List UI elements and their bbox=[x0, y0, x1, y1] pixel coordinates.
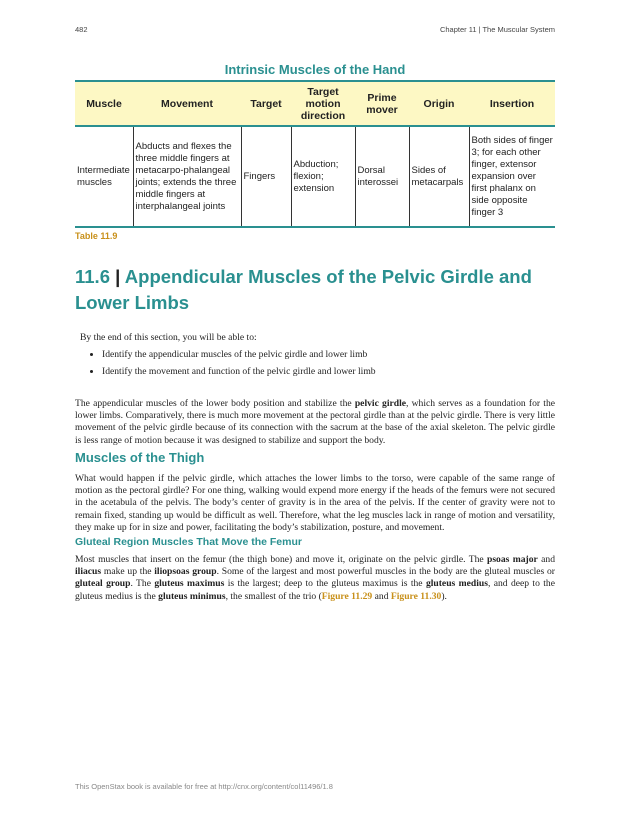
key-term: pelvic girdle bbox=[354, 398, 407, 409]
text-run: make up the bbox=[101, 566, 155, 578]
column-header: Target motion direction bbox=[291, 81, 355, 126]
column-header: Target bbox=[241, 81, 291, 126]
page-footer: This OpenStax book is available for free at http://cnx.org/content/col11496/1.8 bbox=[75, 782, 333, 791]
key-term: gluteus medius bbox=[425, 578, 488, 590]
thigh-heading: Muscles of the Thigh bbox=[75, 450, 205, 465]
text-run: ). bbox=[441, 590, 447, 602]
intro-paragraph bbox=[75, 398, 555, 447]
list-item: • Identify the movement and function of the pelvic girdle and lower limb bbox=[102, 366, 550, 377]
objectives-list bbox=[80, 349, 550, 377]
text-run: . Some of the largest and most powerful muscles in the body are the gluteal muscles or bbox=[216, 566, 555, 578]
section-separator: | bbox=[115, 266, 121, 287]
table-cell: Dorsal interossei bbox=[355, 126, 409, 227]
figure-link[interactable]: Figure 11.30 bbox=[390, 590, 442, 602]
key-term: psoas major bbox=[486, 554, 538, 565]
column-header: Insertion bbox=[469, 81, 555, 126]
text-run: and bbox=[537, 554, 555, 565]
key-term: iliacus bbox=[75, 566, 102, 578]
key-term: gluteus minimus bbox=[158, 590, 226, 602]
table-header-row bbox=[75, 81, 555, 126]
learning-objectives bbox=[80, 332, 550, 383]
text-run: The appendicular muscles of the lower body position and stabilize the bbox=[75, 398, 355, 409]
table-cell: Fingers bbox=[241, 126, 291, 227]
chapter-header: Chapter 11 | The Muscular System bbox=[439, 25, 555, 34]
text-run: and bbox=[372, 590, 391, 602]
text-run: , the smallest of the trio ( bbox=[225, 590, 322, 602]
thigh-paragraph: What would happen if the pelvic girdle, which attaches the lower limbs to the torso, were capable of the same range of motion as the pectoral girdle? For one thing, walking would expend more energy if the heads of the femurs were not secured in the acetabula of the pelvis. The body’s center of gravity is in the area of the pelvis. If the center of gravity were not to remain fixed, standing up would be difficult as well. Therefore, what the leg muscles lack in range of motion and versatility, they make up for in size and power, facilitating the body’s stabilization, posture, and movement. bbox=[75, 473, 555, 533]
page-number: 482 bbox=[75, 25, 88, 34]
section-number: 11.6 bbox=[75, 266, 110, 287]
text-run: . The bbox=[130, 578, 155, 590]
key-term: gluteal group bbox=[75, 578, 131, 590]
figure-link[interactable]: Figure 11.29 bbox=[321, 590, 373, 602]
list-item: • Identify the appendicular muscles of the pelvic girdle and lower limb bbox=[102, 349, 550, 360]
table-row bbox=[75, 126, 555, 227]
text-run: is the largest; deep to the gluteus maximus is the bbox=[224, 578, 426, 590]
section-name: Appendicular Muscles of the Pelvic Girdle and Lower Limbs bbox=[75, 266, 532, 313]
table-cell: Abducts and flexes the three middle fingers at metacarpo-phalangeal joints; extends the three middle fingers at interphalangeal joints bbox=[133, 126, 241, 227]
table-cell: Intermediate muscles bbox=[75, 126, 133, 227]
key-term: iliopsoas group bbox=[154, 566, 217, 578]
key-term: gluteus maximus bbox=[154, 578, 225, 590]
text-run: Most muscles that insert on the femur (the thigh bone) and move it, originate on the pelvic girdle. The bbox=[75, 554, 487, 565]
text-run: , and deep to the gluteus medius is the bbox=[75, 578, 555, 602]
text-run: , which serves as a foundation for the lower limbs. Comparatively, there is much more movement at the pectoral girdle than at the pelvic girdle. There is very little movement of the pelvic girdle because of its connection with the sacrum at the base of the axial skeleton. The pelvic girdle is less range of motion because it was designed to stabilize and support the body. bbox=[75, 398, 555, 446]
muscles-table bbox=[75, 80, 555, 228]
table-cell: Sides of metacarpals bbox=[409, 126, 469, 227]
column-header: Muscle bbox=[75, 81, 133, 126]
gluteal-paragraph bbox=[75, 554, 555, 603]
column-header: Movement bbox=[133, 81, 241, 126]
column-header: Origin bbox=[409, 81, 469, 126]
section-title bbox=[75, 264, 545, 316]
gluteal-heading: Gluteal Region Muscles That Move the Femur bbox=[75, 536, 302, 548]
table-cell: Abduction; flexion; extension bbox=[291, 126, 355, 227]
table-title: Intrinsic Muscles of the Hand bbox=[224, 62, 406, 77]
objectives-intro: By the end of this section, you will be able to: bbox=[80, 332, 257, 343]
table-caption: Table 11.9 bbox=[75, 231, 118, 241]
column-header: Prime mover bbox=[355, 81, 409, 126]
table-cell: Both sides of finger 3; for each other finger, extensor expansion over first phalanx on side opposite finger 3 bbox=[469, 126, 555, 227]
